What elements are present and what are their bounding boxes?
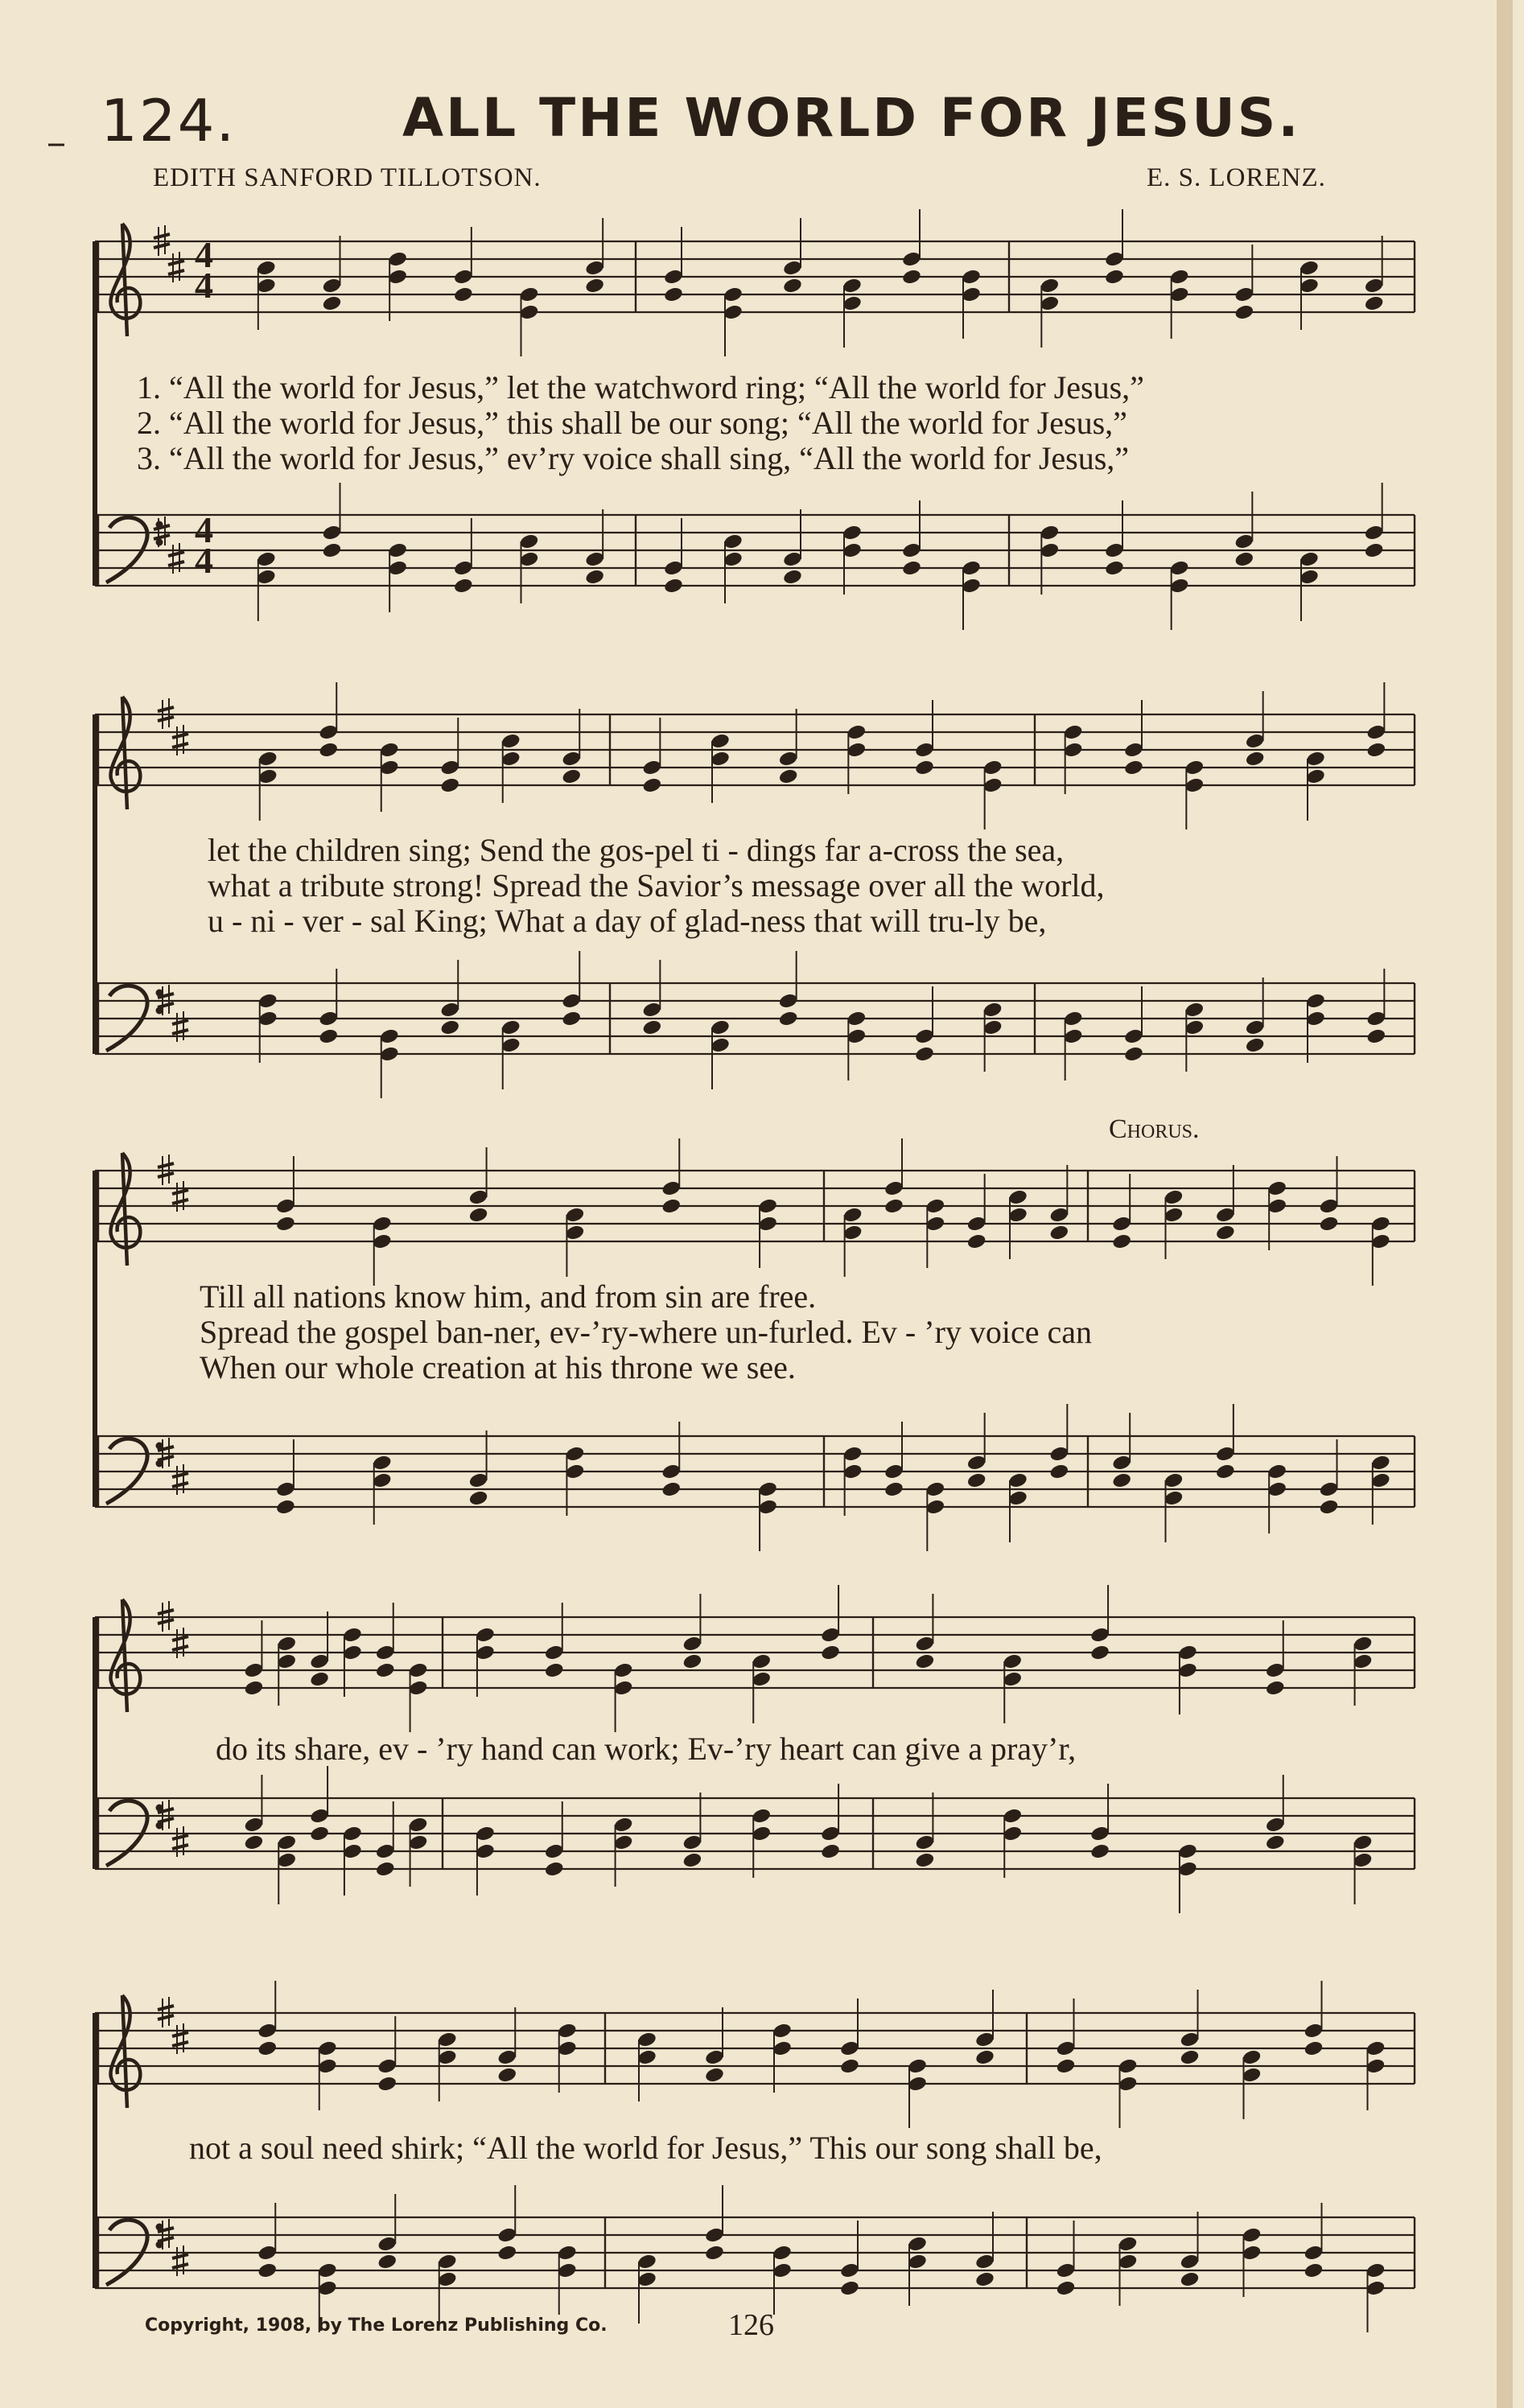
lyric-verse-2-line-2: what a tribute strong! Spread the Savior’s message over all the world, xyxy=(208,867,1105,904)
system-2-treble-note xyxy=(1365,741,1386,759)
system-5-treble-note xyxy=(257,2040,278,2057)
system-5-bass-key xyxy=(172,2254,188,2258)
system-4-treble-key xyxy=(172,1646,188,1650)
system-2-treble-key xyxy=(158,717,174,721)
lyric-verse-2-line-3: Spread the gospel ban-ner, ev-’ry-where un-furled. Ev - ’ry voice can xyxy=(200,1314,1093,1350)
system-3-bass-key xyxy=(158,1456,174,1460)
lyric-verse-1-line-2: let the children sing; Send the gos-pel ti - dings far a-cross the sea, xyxy=(208,832,1065,868)
system-2-treble-note xyxy=(1123,759,1144,776)
system-3-treble-key xyxy=(172,1200,188,1204)
system-4-treble-note xyxy=(1265,1679,1286,1697)
lyric-verse-3-line-2: u - ni - ver - sal King; What a day of glad-ness that will tru-ly be, xyxy=(208,903,1047,939)
system-2-bass-note xyxy=(1365,1027,1386,1045)
system-4-bass-key xyxy=(172,1835,188,1839)
system-5-bass-note xyxy=(377,2253,397,2270)
system-1-bass-note xyxy=(1364,541,1385,559)
system-2-bass-key xyxy=(172,1020,188,1024)
author-credit: EDITH SANFORD TILLOTSON. xyxy=(153,163,542,192)
system-5-treble-note xyxy=(1180,2048,1201,2066)
system-5-treble-note xyxy=(974,2048,995,2066)
system-3-treble-note xyxy=(661,1197,682,1215)
system-2-bass-note xyxy=(318,1027,339,1045)
system-2-treble-key xyxy=(172,743,188,747)
system-4-treble-key xyxy=(172,1636,188,1640)
system-5-treble-note xyxy=(377,2075,397,2093)
system-4-treble-note xyxy=(544,1661,565,1679)
system-4-bass-note xyxy=(244,1834,265,1851)
system-2-bass-note xyxy=(641,1019,662,1036)
system-5-treble-key xyxy=(158,2006,174,2010)
lyric-verse-2-line-1: 2. “All the world for Jesus,” this shall be our song; “All the world for Jesus,” xyxy=(137,405,1127,441)
system-1-treble-note xyxy=(663,286,684,303)
system-1-treble-note xyxy=(584,277,605,294)
system-1-treble-note xyxy=(782,277,803,294)
system-3-bass-note xyxy=(468,1489,489,1507)
system-4-treble-note xyxy=(375,1661,396,1679)
system-3-treble-key xyxy=(158,1173,174,1177)
system-1-treble-note xyxy=(453,286,474,303)
system-3-bass-note xyxy=(884,1480,904,1498)
system-2-bass-key xyxy=(158,1003,174,1007)
system-1-treble-note xyxy=(901,268,922,286)
lyric-verse-3-line-1: 3. “All the world for Jesus,” ev’ry voice shall sing, “All the world for Jesus,” xyxy=(137,440,1130,476)
system-1-bass-note xyxy=(1234,550,1254,568)
system-4-bass-note xyxy=(375,1860,396,1878)
system-5-bass-note xyxy=(1180,2270,1201,2288)
system-2-bass-note xyxy=(561,1010,582,1027)
system-5-treble-note xyxy=(839,2057,860,2075)
system-3-bass-note xyxy=(1319,1498,1340,1516)
system-4-bass-key xyxy=(172,1845,188,1849)
hymn-number: 124. xyxy=(101,87,237,154)
system-3-treble-note xyxy=(275,1215,296,1233)
system-5-bass-note xyxy=(1056,2279,1077,2297)
system-3-treble-note xyxy=(468,1206,489,1224)
system-3-bass-key xyxy=(172,1473,188,1477)
system-5-treble-key xyxy=(172,2032,188,2036)
system-1-treble-note xyxy=(322,294,343,312)
system-5-treble-note xyxy=(496,2066,517,2084)
system-5-bass-key xyxy=(172,2264,188,2268)
system-2-treble-note xyxy=(561,768,582,785)
system-1-bass-key xyxy=(168,562,184,566)
system-2-bass-key xyxy=(172,1030,188,1034)
system-4-bass-note xyxy=(309,1825,330,1842)
system-4-bass-note xyxy=(1265,1834,1286,1851)
system-1-treble-key xyxy=(168,270,184,274)
system-2-treble-note xyxy=(439,776,460,794)
system-2-treble-note xyxy=(914,759,935,776)
system-4-treble-note xyxy=(915,1653,936,1670)
system-2-bass-note xyxy=(778,1010,799,1027)
system-5-treble-note xyxy=(1056,2057,1077,2075)
system-4-bass-note xyxy=(1089,1842,1110,1860)
system-4-bass-note xyxy=(682,1851,703,1869)
system-1-treble-note xyxy=(1104,268,1125,286)
system-2-treble-key xyxy=(158,707,174,711)
system-5-bass-key xyxy=(158,2237,174,2241)
system-1-bass-note xyxy=(1104,559,1125,577)
system-3-treble-key xyxy=(158,1163,174,1167)
system-3-treble-note xyxy=(1215,1224,1236,1241)
system-3-bass-note xyxy=(661,1480,682,1498)
system-5-treble-key xyxy=(158,2015,174,2019)
system-4-bass-note xyxy=(544,1860,565,1878)
system-5-bass-note xyxy=(974,2270,995,2288)
system-2-treble-note xyxy=(318,741,339,759)
system-2-bass-note xyxy=(439,1019,460,1036)
system-1-bass-note xyxy=(901,559,922,577)
system-2-bass-note xyxy=(914,1045,935,1063)
system-3-treble-note xyxy=(1319,1215,1340,1233)
system-4-treble-note xyxy=(820,1644,841,1661)
system-1-treble-note xyxy=(1234,303,1254,321)
system-1-treble-key xyxy=(168,261,184,265)
system-1-bass-key xyxy=(168,552,184,556)
chorus-label: Chorus. xyxy=(1109,1114,1200,1144)
time-signature-bass: 4 4 xyxy=(195,509,213,581)
system-2-treble-key xyxy=(172,734,188,738)
system-4-treble-key xyxy=(158,1610,174,1614)
system-4-treble-note xyxy=(244,1679,265,1697)
system-1-treble-note xyxy=(1364,294,1385,312)
system-2-treble-note xyxy=(641,776,662,794)
system-3-bass-key xyxy=(172,1483,188,1487)
system-2-bass-note xyxy=(1245,1036,1266,1054)
system-3-treble-key xyxy=(172,1190,188,1194)
system-3-bass-note xyxy=(275,1498,296,1516)
lyric-chorus-line-2: not a soul need shirk; “All the world for Jesus,” This our song shall be, xyxy=(189,2130,1102,2166)
system-4-bass-note xyxy=(820,1842,841,1860)
system-1-bass-note xyxy=(782,568,803,586)
system-1-treble-key xyxy=(154,244,170,248)
system-5-treble-note xyxy=(704,2066,725,2084)
copyright-notice: Copyright, 1908, by The Lorenz Publishing Co. xyxy=(145,2315,608,2336)
system-2-treble-note xyxy=(778,768,799,785)
system-3-treble-note xyxy=(966,1233,987,1250)
system-3-bass-note xyxy=(1215,1463,1236,1480)
system-3-treble-note xyxy=(1048,1224,1069,1241)
system-3-bass-note xyxy=(1048,1463,1069,1480)
system-5-treble-note xyxy=(1304,2040,1324,2057)
system-3-treble-note xyxy=(1111,1233,1132,1250)
system-1-bass-key xyxy=(154,535,170,539)
system-3-bass-note xyxy=(966,1472,987,1489)
system-1-bass-note xyxy=(584,568,605,586)
system-1-bass-note xyxy=(453,577,474,595)
lyric-chorus-line-1: do its share, ev - ’ry hand can work; Ev-’ry heart can give a pray’r, xyxy=(216,1731,1077,1767)
system-5-bass-note xyxy=(704,2244,725,2262)
composer-credit: E. S. LORENZ. xyxy=(1147,163,1326,192)
system-5-bass-note xyxy=(496,2244,517,2262)
system-2-bass-note xyxy=(1123,1045,1144,1063)
page-number: 126 xyxy=(728,2308,774,2342)
hymn-title: ALL THE WORLD FOR JESUS. xyxy=(402,87,1301,149)
system-5-bass-note xyxy=(257,2262,278,2279)
system-4-treble-note xyxy=(682,1653,703,1670)
lyric-verse-1-line-1: 1. “All the world for Jesus,” let the watchword ring; “All the world for Jesus,” xyxy=(137,369,1144,405)
system-4-treble-key xyxy=(158,1620,174,1624)
system-5-bass-note xyxy=(839,2279,860,2297)
system-5-treble-key xyxy=(172,2042,188,2046)
system-4-bass-key xyxy=(158,1818,174,1822)
system-4-treble-note xyxy=(309,1670,330,1688)
lyric-verse-3-line-3: When our whole creation at his throne we see. xyxy=(200,1349,796,1385)
system-5-bass-note xyxy=(1304,2262,1324,2279)
system-3-bass-note xyxy=(1111,1472,1132,1489)
system-1-bass-note xyxy=(663,577,684,595)
system-4-bass-note xyxy=(915,1851,936,1869)
system-1-bass-note xyxy=(322,541,343,559)
time-signature-treble: 4 4 xyxy=(195,234,213,306)
lyric-verse-1-line-3: Till all nations know him, and from sin are free. xyxy=(200,1278,817,1315)
system-3-treble-note xyxy=(884,1197,904,1215)
system-1-treble-key xyxy=(154,234,170,238)
system-2-treble-note xyxy=(1245,750,1266,768)
system-4-treble-note xyxy=(1089,1644,1110,1661)
